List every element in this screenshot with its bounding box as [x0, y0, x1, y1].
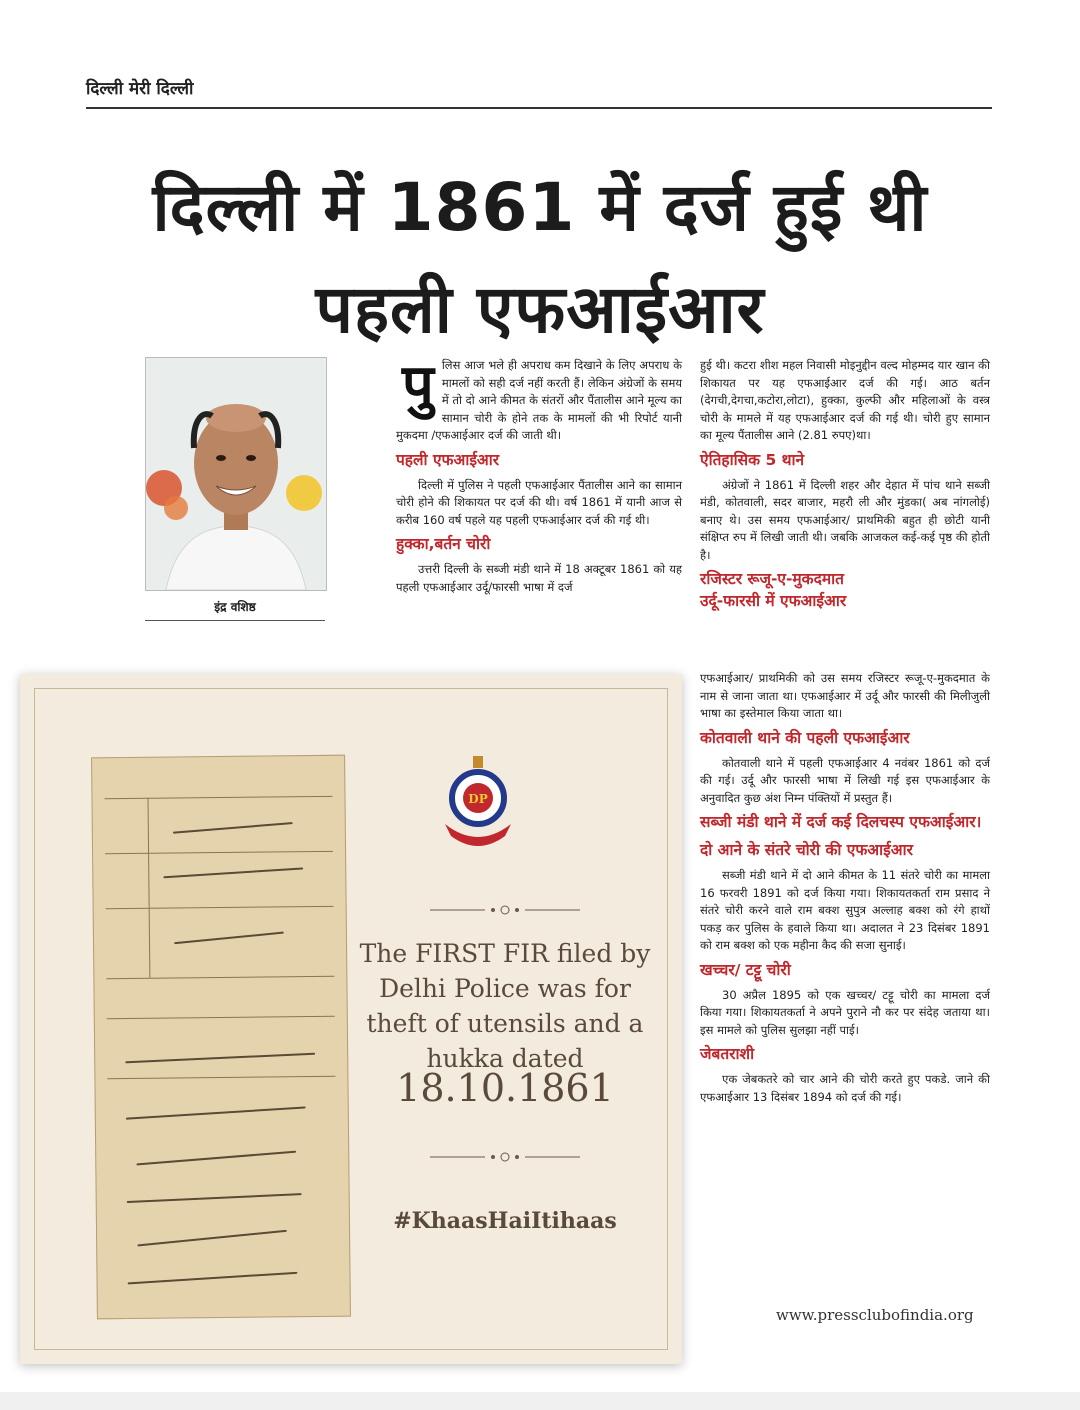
subheading-urdu-farsi: उर्दू-फारसी में एफआईआर	[700, 592, 847, 610]
logo-initials: DP	[468, 792, 488, 806]
paragraph-first-fir: दिल्ली में पुलिस ने पहली एफआईआर पैंतालीस आने का सामान चोरी होने की शिकायत पर दर्ज की थी। वर्ष 1861 में यानी आज से करीब 160 वर्ष पहले यह पहली एफआईआर दर्ज की गई थी।	[396, 477, 682, 527]
subheading-pickpocket: जेबतराशी	[700, 1045, 755, 1063]
paragraph-mule-theft: 30 अप्रैल 1895 को एक खच्चर/ टट्टू चोरी का मामला दर्ज किया गया। शिकायतकर्ता ने अपने पुराने नौ कर पर संदेह जताया था। इस मामले को पुलिस सुलझा नहीं पाई।	[700, 987, 990, 1037]
footer-url: www.pressclubofindia.org	[776, 1306, 974, 1324]
subheading-historic-stations: ऐतिहासिक 5 थाने	[700, 450, 805, 469]
card-hashtag: #KhaasHaiItihaas	[393, 1208, 617, 1234]
bottom-band	[0, 1392, 1080, 1410]
historic-fir-document	[91, 755, 351, 1320]
photo-caption: इंद्र वशिष्ठ	[214, 600, 256, 614]
fir-info-card	[20, 674, 682, 1364]
headline-line-2: पहली एफआईआर	[315, 271, 765, 348]
subheading-kotwali: कोतवाली थाने की पहली एफआईआर	[700, 728, 910, 747]
paragraph-continued: हुई थी। कटरा शीश महल निवासी मोइनुद्दीन वल्द मोहम्मद यार खान की शिकायत पर यह एफआईआर दर्ज की गई। आठ बर्तन (देगची,देगचा,कटोरा,लोटा), हुक्का, कुल्फी और महिलाओं के वस्त्र चोरी के मामले में यह एफआईआर दर्ज की गई थी। चोरी हुए सामान का मूल्य पैंतालीस आने (2.81 रुपए)था।	[700, 358, 990, 442]
ornament-divider-top	[425, 905, 585, 915]
card-date: 18.10.1861	[396, 1066, 614, 1110]
paragraph-hukka-theft: उत्तरी दिल्ली के सब्जी मंडी थाने में 18 अक्टूबर 1861 को यह पहली एफआईआर उर्दू/फारसी भाषा में दर्ज	[396, 562, 682, 594]
article-column-3	[700, 670, 990, 1106]
subheading-mule-theft: खच्चर/ टट्टू चोरी	[700, 960, 791, 979]
paragraph-register: एफआईआर/ प्राथमिकी को उस समय रजिस्टर रूजू-ए-मुकदमात के नाम से जाना जाता था। एफआईआर में उर्दू और फारसी की मिलीजुली भाषा का इस्तेमाल किया जाता था।	[700, 671, 990, 720]
header-rule	[86, 107, 992, 109]
delhi-police-logo	[435, 756, 521, 852]
subheading-hukka-theft: हुक्का,बर्तन चोरी	[396, 535, 491, 553]
section-label: दिल्ली मेरी दिल्ली	[86, 79, 194, 99]
article-column-1	[396, 353, 682, 596]
caption-rule	[145, 620, 325, 621]
paragraph-pickpocket: एक जेबकतरे को चार आने की चोरी करते हुए पकडे. जाने की एफआईआर 13 दिसंबर 1894 को दर्ज की गई।	[700, 1072, 990, 1104]
paragraph-oranges: सब्जी मंडी थाने में दो आने कीमत के 11 संतरे चोरी का मामला 16 फरवरी 1891 को दर्ज किया गया। शिकायतकर्ता राम प्रसाद ने संतरे चोरी करने वाले राम बक्श सुपुत्र अल्लाह बक्श को रंगे हाथों पकड़ कर पुलिस के हवाले किया था। अदालत ने 23 दिसंबर 1891 को राम बक्श को एक महीना कैद की सजा सुनाई।	[700, 868, 990, 952]
card-statement: The FIRST FIR filed by Delhi Police was for theft of utensils and a hukka dated	[359, 939, 651, 1073]
subheading-oranges: दो आने के संतरे चोरी की एफआईआर	[700, 841, 913, 859]
subheading-first-fir: पहली एफआईआर	[396, 450, 500, 469]
subheading-register: रजिस्टर रूजू-ए-मुकदमात	[700, 570, 844, 588]
intro-paragraph	[396, 353, 682, 445]
headline-line-1: दिल्ली में 1861 में दर्ज हुई थी	[152, 169, 928, 246]
intro-text: लिस आज भले ही अपराध कम दिखाने के लिए अपराध के मामलों को सही दर्ज नहीं करती हैं। लेकिन अंग्रेजों के समय में तो दो आने कीमत के संतरों और पैंतालीस आने मूल्य का सामान चोरी के होने तक के मामलों की भी रिपोर्ट यानी मुकदमा /एफआईआर दर्ज की जाती थी।	[396, 358, 682, 442]
paragraph-historic-stations: अंग्रेजों ने 1861 में दिल्ली शहर और देहात में पांच थाने सब्जी मंडी, कोतवाली, सदर बाजार, महरौ ली और मुंडका( अब नांगलोई) बनाए थे। उस समय एफआईआर/ प्राथमिकी बहुत ही छोटी यानी संक्षिप्त रुप में लिखी जाती थी। जबकि आजकल कई-कई पृष्ठ की होती है।	[700, 477, 990, 562]
portrait-illustration	[146, 358, 326, 590]
subheading-sabzi-mandi: सब्जी मंडी थाने में दर्ज कई दिलचस्प एफआईआर।	[700, 813, 982, 831]
paragraph-kotwali: कोतवाली थाने में पहली एफआईआर 4 नवंबर 1861 को दर्ज की गई। उर्दू और फारसी भाषा में लिखी गई इस एफआईआर के अनुवादित कुछ अंश निम्न पंक्तियों में प्रस्तुत हैं।	[700, 755, 990, 805]
author-photo	[145, 357, 327, 591]
drop-cap: पु	[402, 353, 434, 418]
article-column-2	[700, 357, 990, 618]
ornament-divider-bottom	[425, 1152, 585, 1162]
